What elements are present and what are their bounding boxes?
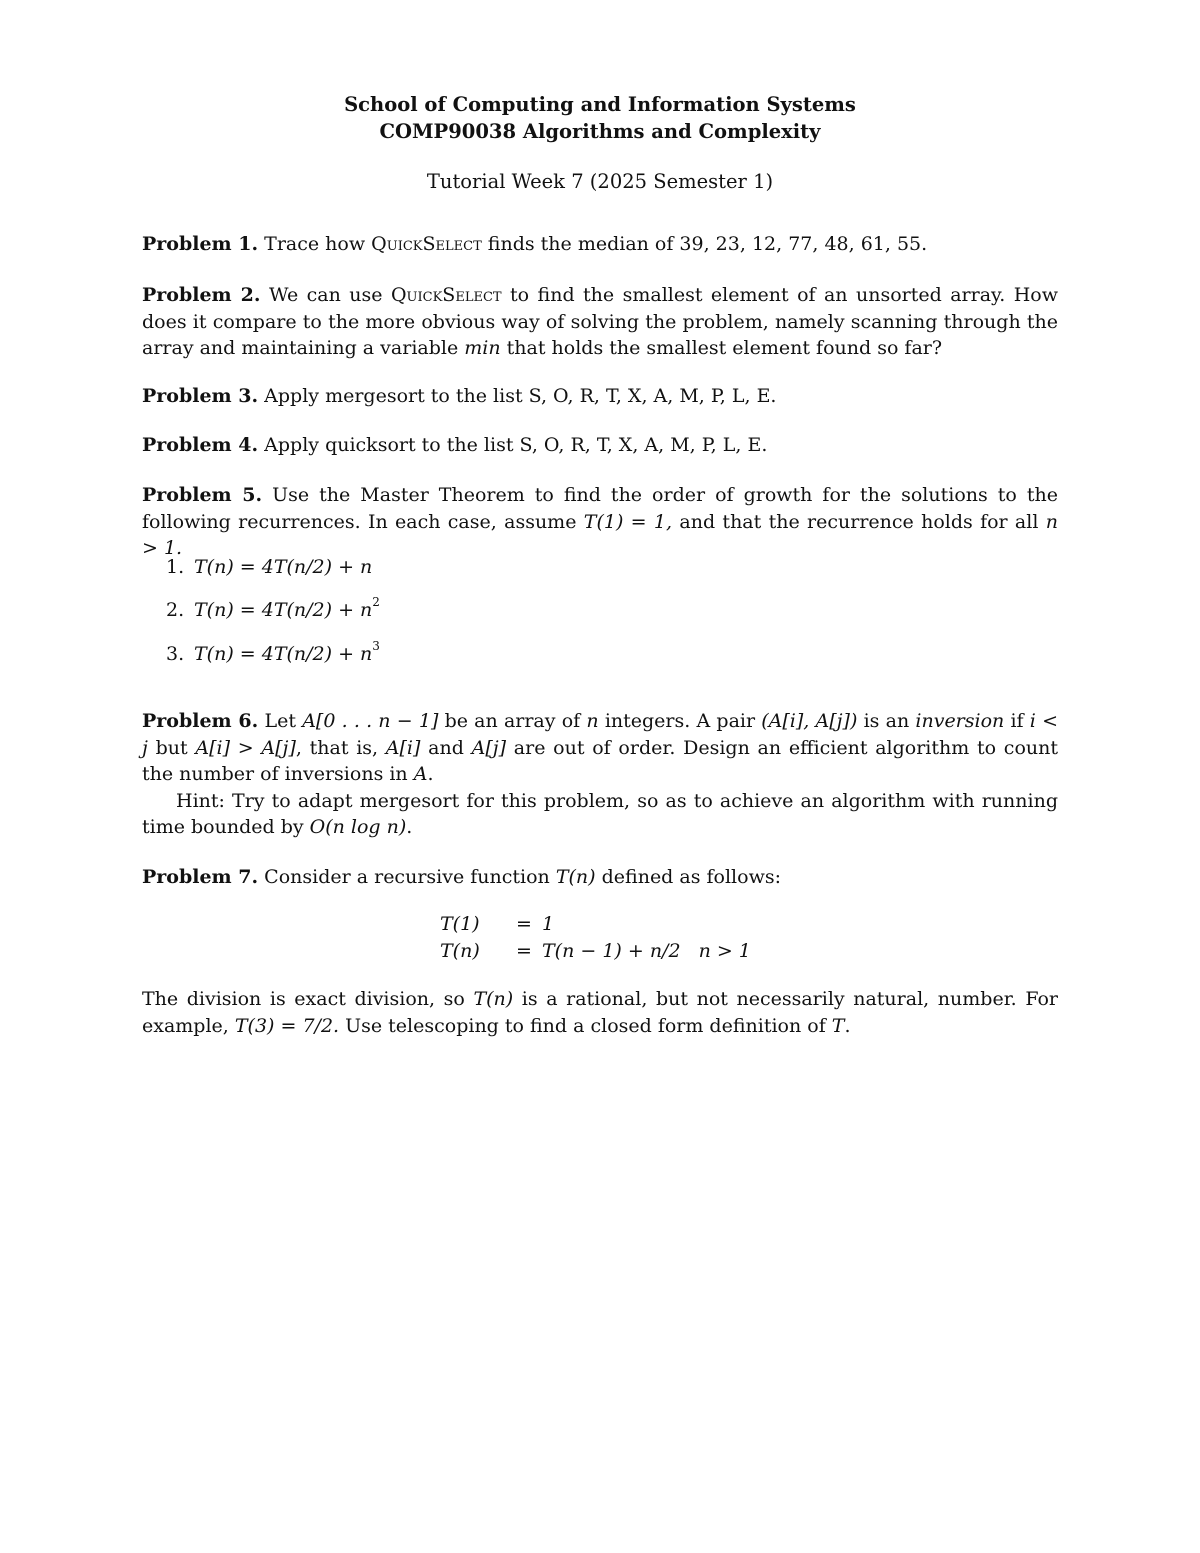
problem-text: . xyxy=(844,1014,851,1037)
problem-text: integers. A pair xyxy=(604,710,756,732)
equation-lhs: T(1) xyxy=(440,913,480,935)
algorithm-name: QuickSelect xyxy=(371,233,482,255)
recurrence-item xyxy=(166,638,380,667)
math-expression: T(n) = 4T(n/2) + n xyxy=(194,643,373,665)
math-expression: T(n) = 4T(n/2) + n xyxy=(194,599,373,621)
problem-text: , that is, xyxy=(295,736,379,759)
problem-text: Apply mergesort to the list S, O, R, T, X, A, M, P, L, E. xyxy=(264,385,777,407)
problem-text: are out of order. Design an efficient algorithm to count the number of inversions in xyxy=(142,736,1058,785)
problem-label: Problem 7. xyxy=(142,866,259,888)
item-number: 1. xyxy=(166,556,185,578)
problem-text: Use telescoping to find a closed form definition of xyxy=(345,1014,826,1037)
problem-text: Apply quicksort to the list S, O, R, T, X, A, M, P, L, E. xyxy=(264,434,768,456)
math-expression: i < j xyxy=(142,710,1058,759)
equation-condition: n > 1 xyxy=(698,940,751,962)
math-expression: n > 1. xyxy=(142,510,1058,559)
math-variable: n xyxy=(586,710,599,732)
math-expression: A[j] xyxy=(471,736,507,759)
problem-7-followup xyxy=(142,986,1058,1039)
math-expression: T(n) = 4T(n/2) + n xyxy=(194,556,373,578)
equation-lhs: T(n) xyxy=(440,940,480,962)
problem-label: Problem 3. xyxy=(142,385,259,407)
problem-label: Problem 5. xyxy=(142,484,263,506)
math-expression: (A[i], A[j]) xyxy=(761,710,858,732)
problem-text: to find the smallest element of an unsorted array. How does it compare to the more obvious way of solving the problem, namely scanning through the array and maintaining a variable xyxy=(142,284,1059,359)
school-name: School of Computing and Information Systems xyxy=(344,93,856,116)
problem-text: finds the median of 39, 23, 12, 77, 48, 61, 55. xyxy=(487,233,928,255)
item-number: 2. xyxy=(166,599,185,621)
hint-text: Hint: Try to adapt mergesort for this problem, so as to achieve an algorithm with running time bounded by xyxy=(142,789,1058,838)
emphasis: inversion xyxy=(915,710,1005,732)
problem-text: . xyxy=(427,763,434,785)
problem-text: Use the Master Theorem to find the order of growth for the solutions to the following recurrences. In each case, assume xyxy=(142,484,1058,533)
equation-row xyxy=(440,911,751,938)
math-expression: T(n) xyxy=(473,988,514,1010)
math-expression: T(3) = 7/2. xyxy=(234,1014,340,1037)
algorithm-name: QuickSelect xyxy=(390,284,502,306)
math-expression: A[0 . . . n − 1] xyxy=(302,710,439,732)
problem-text: is a rational, but not necessarily natural, number. For example, xyxy=(142,988,1058,1037)
equation-row xyxy=(440,938,751,965)
math-variable: T xyxy=(831,1014,845,1037)
equation-condition xyxy=(681,911,751,938)
problem-label: Problem 4. xyxy=(142,434,259,456)
tutorial-title: Tutorial Week 7 (2025 Semester 1) xyxy=(426,170,774,193)
math-variable: min xyxy=(464,337,501,359)
exponent: 3 xyxy=(372,638,380,653)
problem-text: The division is exact division, so xyxy=(142,988,465,1010)
equation-relation: = xyxy=(516,913,532,935)
math-expression: O(n log n) xyxy=(309,816,407,838)
problem-1 xyxy=(142,231,1058,258)
problem-text: Consider a recursive function xyxy=(264,866,550,888)
problem-4 xyxy=(142,432,1058,459)
math-variable: A xyxy=(413,763,428,785)
math-expression: T(1) = 1, xyxy=(583,510,673,533)
exponent: 2 xyxy=(372,594,380,609)
recurrence-equations xyxy=(440,911,751,965)
hint-text: . xyxy=(406,816,413,838)
problem-7 xyxy=(142,864,1058,891)
problem-text: We can use xyxy=(268,284,383,306)
problem-text: and that the recurrence holds for all xyxy=(679,510,1039,533)
math-expression: A[i] > A[j] xyxy=(195,736,296,759)
course-title: COMP90038 Algorithms and Complexity xyxy=(379,120,821,143)
math-expression: T(n) xyxy=(555,866,596,888)
hint xyxy=(142,788,1058,841)
problem-text: Let xyxy=(264,710,296,732)
recurrence-item xyxy=(166,594,380,623)
equation-relation: = xyxy=(516,940,532,962)
problem-text: if xyxy=(1010,710,1024,732)
problem-label: Problem 1. xyxy=(142,233,259,255)
math-expression: A[i] xyxy=(385,736,421,759)
problem-6 xyxy=(142,708,1058,841)
problem-5 xyxy=(142,482,1058,562)
problem-label: Problem 6. xyxy=(142,710,259,732)
problem-text: be an array of xyxy=(444,710,581,732)
item-number: 3. xyxy=(166,643,185,665)
problem-text: Trace how xyxy=(264,233,366,255)
equation-rhs: T(n − 1) + n/2 xyxy=(542,940,681,962)
equation-rhs: 1 xyxy=(542,913,555,935)
problem-text: but xyxy=(155,736,188,759)
problem-2 xyxy=(142,282,1058,362)
problem-label: Problem 2. xyxy=(142,284,261,306)
problem-3 xyxy=(142,383,1058,410)
problem-text: that holds the smallest element found so far? xyxy=(506,337,943,359)
recurrence-item xyxy=(166,554,372,580)
problem-text: and xyxy=(428,736,464,759)
problem-text: defined as follows: xyxy=(601,866,781,888)
problem-text: is an xyxy=(863,710,910,732)
